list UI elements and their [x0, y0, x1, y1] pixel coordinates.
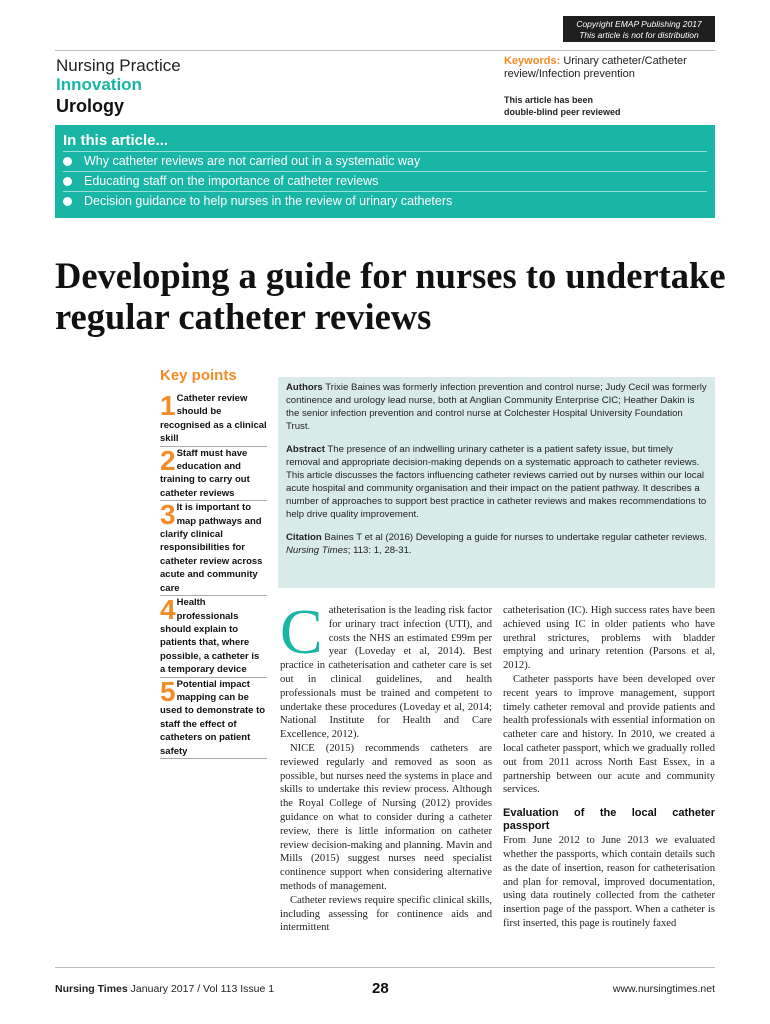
footer-issue: January 2017 / Vol 113 Issue 1 [130, 983, 275, 995]
key-point-number: 1 [160, 390, 176, 421]
body-paragraph: From June 2012 to June 2013 we evaluated whether the passports, which contain details such as the date of insertion, reason for catheterisation and plan for removal, improved documentation, using data routinely collected from the catheter insertion page of the passport. When a catheter is first inserted, this page is routinely faxed [503, 835, 715, 929]
body-column-1 [280, 596, 492, 935]
in-this-article-item [63, 151, 707, 171]
section-kind: Innovation [56, 75, 142, 94]
abstract-label: Abstract [286, 444, 325, 455]
article-title: Developing a guide for nurses to undertake regular catheter reviews [55, 255, 726, 337]
key-point-number: 3 [160, 499, 176, 531]
key-points-list [160, 392, 267, 759]
bullet-icon [63, 197, 72, 206]
footer-publication [55, 983, 274, 995]
key-point-number: 4 [160, 594, 176, 626]
key-point-text: Potential impact mapping can be used to demonstrate to staff the effect of catheters on patient safety [160, 678, 266, 757]
page-number: 28 [372, 980, 389, 997]
copyright-line-2: This article is not for distribution [579, 30, 699, 40]
body-column-2 [503, 604, 715, 931]
header-divider [55, 50, 715, 51]
in-this-article-item [63, 171, 707, 191]
key-point-item [160, 501, 267, 596]
citation-volume: ; 113: 1, 28-31. [347, 545, 412, 556]
in-this-article-item [63, 191, 707, 211]
key-point-item [160, 444, 267, 502]
drop-cap: C [280, 596, 323, 667]
keywords-text: Urinary catheter/Catheter review/Infection prevention [504, 55, 687, 80]
body-paragraph: NICE (2015) recommends catheters are reviewed regularly and removed as soon as possible, but nurses need the systems in place and skills to undertake this review process. Although the Royal College of Nursing (2012) provides guidance on what to consider during a catheter review, there is little information on catheter review decision-making and planning. Mavin and Mills (2015) suggest nurses need specialist continence support when considering alternative methods of management. [280, 742, 492, 892]
citation-paragraph [286, 531, 707, 557]
body-paragraph: Catheter reviews require specific clinical skills, including assessing for continence aids and intermittent [280, 894, 492, 934]
footer-publication-name: Nursing Times [55, 983, 128, 995]
in-this-article-item-text: Decision guidance to help nurses in the review of urinary catheters [84, 194, 453, 208]
section-name: Nursing Practice [56, 56, 181, 75]
in-this-article-item-text: Why catheter reviews are not carried out in a systematic way [84, 154, 421, 168]
key-point-text: Health professionals should explain to patients that, where possible, a catheter is a temporary device [160, 597, 260, 676]
key-point-number: 2 [160, 444, 176, 476]
footer-url: www.nursingtimes.net [612, 983, 715, 995]
key-point-text: Catheter review should be recognised as a clinical skill [160, 393, 267, 445]
in-this-article-box [55, 125, 715, 218]
authors-label: Authors [286, 382, 323, 393]
authors-paragraph [286, 381, 707, 433]
body-text: atheterisation is the leading risk factor for urinary tract infection (UTI), and costs the NHS an estimated £99m per year (Loveday et al, 2014). Best practice in catheterisation and catheter care is set out in clinical guidelines, and health professionals must be trained and competent to undertake these procedures (Loveday et al, 2014; National Institute for Health and Care Excellence, 2012). [280, 605, 492, 741]
key-point-text: Staff must have education and training to carry out catheter reviews [160, 447, 250, 499]
body-paragraph [280, 596, 492, 742]
key-point-item [160, 596, 267, 677]
bullet-icon [63, 177, 72, 186]
article-info-box [278, 377, 715, 588]
footer-divider [55, 967, 715, 968]
authors-text: Trixie Baines was formerly infection prevention and control nurse; Judy Cecil was formerly continence and urology lead nurse, both at Anglian Community Enterprise CIC; Heather Dakin is the senior infection prevention and control nurse at Colchester Hospital University Foundation Trust. [286, 382, 707, 432]
copyright-notice [563, 16, 715, 42]
keywords [504, 55, 714, 81]
citation-journal: Nursing Times [286, 545, 348, 556]
citation-text: Baines T et al (2016) Developing a guide for nurses to undertake regular catheter reviews. [324, 532, 707, 543]
body-paragraph: Catheter passports have been developed over recent years to improve management, support timely catheter removal and provide patients and health professionals with essential information on catheter care and history. In 2010, we created a local catheter passport, which we gradually rolled out from 2011 across North East Essex, in a partnership between our acute and community services. [503, 673, 715, 796]
peer-review-line-2: double-blind peer reviewed [504, 107, 621, 117]
key-point-text: It is important to map pathways and clarify clinical responsibilities for catheter review across acute and community care [160, 502, 263, 594]
in-this-article-item-text: Educating staff on the importance of catheter reviews [84, 174, 379, 188]
key-point-item [160, 675, 267, 759]
in-this-article-title: In this article... [63, 132, 169, 149]
peer-review-note [504, 94, 704, 118]
body-paragraph: catheterisation (IC). High success rates have been achieved using IC in older patients who have urethral strictures, problems with bladder emptying and urinary retention (Parsons et al, 2012). [503, 605, 715, 672]
bullet-icon [63, 157, 72, 166]
key-point-number: 5 [160, 675, 176, 707]
copyright-line-1: Copyright EMAP Publishing 2017 [576, 19, 702, 29]
abstract-paragraph [286, 443, 707, 521]
keywords-label: Keywords: [504, 55, 561, 67]
key-point-item [160, 392, 267, 447]
section-topic: Urology [56, 96, 125, 116]
key-points-heading: Key points [160, 367, 237, 384]
citation-label: Citation [286, 532, 322, 543]
body-subheading: Evaluation of the local catheter passport [503, 807, 715, 833]
abstract-text: The presence of an indwelling urinary catheter is a patient safety issue, but timely removal and appropriate decision-making depends on a systematic approach to catheter reviews. This article discusses the factors influencing catheter reviews carried out by nurses within our local acute hospital and community organisation and their impact on the patient pathway. It describes a number of approaches to support best practice in catheter reviews and makes recommendations to help drive quality improvement. [286, 444, 707, 520]
peer-review-line-1: This article has been [504, 95, 594, 105]
